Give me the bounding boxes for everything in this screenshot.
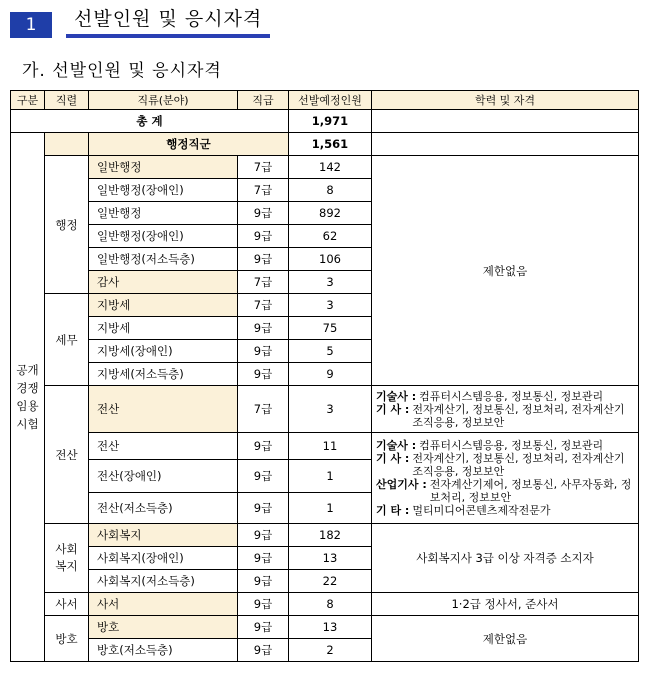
field-cell: 방호(저소득층) bbox=[89, 639, 238, 662]
qualification-cell bbox=[372, 386, 639, 433]
qual-text: 전자계산기제어, 정보통신, 사무자동화, 정보처리, 정보보안 bbox=[429, 478, 632, 504]
field-cell: 지방세 bbox=[89, 317, 238, 340]
table-row bbox=[11, 156, 639, 179]
qualification-cell: 제한없음 bbox=[372, 156, 639, 386]
grade-cell: 9급 bbox=[238, 202, 289, 225]
field-cell: 전산 bbox=[89, 433, 238, 460]
grade-cell: 9급 bbox=[238, 433, 289, 460]
field-cell: 일반행정 bbox=[89, 202, 238, 225]
count-cell: 106 bbox=[289, 248, 372, 271]
qual-label: 기 타 : bbox=[376, 504, 410, 517]
header-cell: 직급 bbox=[238, 91, 289, 110]
count-cell: 62 bbox=[289, 225, 372, 248]
section-header bbox=[10, 8, 270, 38]
count-cell: 13 bbox=[289, 616, 372, 639]
count-cell: 75 bbox=[289, 317, 372, 340]
field-cell: 전산(장애인) bbox=[89, 460, 238, 493]
grade-cell: 9급 bbox=[238, 460, 289, 493]
qualification-cell: 사회복지사 3급 이상 자격증 소지자 bbox=[372, 524, 639, 593]
section-title: 선발인원 및 응시자격 bbox=[66, 6, 270, 38]
qual-text: 전자계산기, 정보통신, 정보처리, 전자계산기조직응용, 정보보안 bbox=[412, 402, 625, 429]
count-cell: 8 bbox=[289, 593, 372, 616]
header-row bbox=[11, 91, 639, 110]
count-cell: 142 bbox=[289, 156, 372, 179]
series-cell: 행정 bbox=[45, 156, 89, 294]
field-cell: 방호 bbox=[89, 616, 238, 639]
sub-title: 가. 선발인원 및 응시자격 bbox=[22, 61, 222, 81]
field-cell: 일반행정(저소득층) bbox=[89, 248, 238, 271]
table-row bbox=[11, 616, 639, 639]
grade-cell: 9급 bbox=[238, 317, 289, 340]
table-row bbox=[11, 386, 639, 433]
field-cell: 일반행정(장애인) bbox=[89, 225, 238, 248]
grade-cell: 7급 bbox=[238, 156, 289, 179]
count-cell: 3 bbox=[289, 271, 372, 294]
grade-cell: 9급 bbox=[238, 248, 289, 271]
recruitment-table bbox=[10, 90, 639, 662]
qual-label: 기 사 : bbox=[376, 452, 410, 465]
total-row bbox=[11, 110, 639, 133]
grade-cell: 9급 bbox=[238, 593, 289, 616]
admin-value: 1,561 bbox=[289, 133, 372, 156]
field-cell: 사회복지 bbox=[89, 524, 238, 547]
total-qual bbox=[372, 110, 639, 133]
field-cell: 일반행정(장애인) bbox=[89, 179, 238, 202]
count-cell: 5 bbox=[289, 340, 372, 363]
grade-cell: 9급 bbox=[238, 340, 289, 363]
header-cell: 학력 및 자격 bbox=[372, 91, 639, 110]
count-cell: 3 bbox=[289, 386, 372, 433]
qualification-cell: 1·2급 정사서, 준사서 bbox=[372, 593, 639, 616]
field-cell: 지방세 bbox=[89, 294, 238, 317]
qualification-cell: 제한없음 bbox=[372, 616, 639, 662]
admin-row bbox=[11, 133, 639, 156]
field-cell: 사서 bbox=[89, 593, 238, 616]
qual-label: 기 사 : bbox=[376, 402, 410, 416]
count-cell: 22 bbox=[289, 570, 372, 593]
qual-text: 전자계산기, 정보통신, 정보처리, 전자계산기조직응용, 정보보안 bbox=[412, 452, 625, 478]
admin-label: 행정직군 bbox=[89, 133, 289, 156]
header-cell: 구분 bbox=[11, 91, 45, 110]
grade-cell: 7급 bbox=[238, 386, 289, 433]
count-cell: 8 bbox=[289, 179, 372, 202]
field-cell: 사회복지(저소득층) bbox=[89, 570, 238, 593]
qual-text: 컴퓨터시스템응용, 정보통신, 정보관리 bbox=[419, 389, 604, 403]
field-cell: 전산(저소득층) bbox=[89, 493, 238, 524]
grade-cell: 7급 bbox=[238, 271, 289, 294]
header-cell: 직류(분야) bbox=[89, 91, 238, 110]
grade-cell: 9급 bbox=[238, 570, 289, 593]
series-cell: 사서 bbox=[45, 593, 89, 616]
total-label: 총 계 bbox=[11, 110, 289, 133]
qualification-cell bbox=[372, 433, 639, 524]
count-cell: 2 bbox=[289, 639, 372, 662]
grade-cell: 9급 bbox=[238, 616, 289, 639]
qual-label: 기술사 : bbox=[376, 439, 417, 452]
header-cell: 직렬 bbox=[45, 91, 89, 110]
count-cell: 3 bbox=[289, 294, 372, 317]
qual-text: 컴퓨터시스템응용, 정보통신, 정보관리 bbox=[419, 439, 604, 452]
grade-cell: 7급 bbox=[238, 179, 289, 202]
table-row bbox=[11, 593, 639, 616]
count-cell: 1 bbox=[289, 460, 372, 493]
series-cell: 사회 복지 bbox=[45, 524, 89, 593]
qual-label: 산업기사 : bbox=[376, 478, 427, 491]
field-cell: 일반행정 bbox=[89, 156, 238, 179]
table-row bbox=[11, 524, 639, 547]
series-cell: 세무 bbox=[45, 294, 89, 386]
grade-cell: 9급 bbox=[238, 493, 289, 524]
count-cell: 892 bbox=[289, 202, 372, 225]
qual-text: 멀티미디어콘텐츠제작전문가 bbox=[412, 504, 551, 517]
field-cell: 지방세(장애인) bbox=[89, 340, 238, 363]
grade-cell: 9급 bbox=[238, 524, 289, 547]
count-cell: 9 bbox=[289, 363, 372, 386]
count-cell: 13 bbox=[289, 547, 372, 570]
field-cell: 전산 bbox=[89, 386, 238, 433]
qual-label: 기술사 : bbox=[376, 389, 417, 403]
header-cell: 선발예정인원 bbox=[289, 91, 372, 110]
series-cell: 전산 bbox=[45, 386, 89, 524]
grade-cell: 7급 bbox=[238, 294, 289, 317]
count-cell: 1 bbox=[289, 493, 372, 524]
field-cell: 사회복지(장애인) bbox=[89, 547, 238, 570]
grade-cell: 9급 bbox=[238, 547, 289, 570]
total-value: 1,971 bbox=[289, 110, 372, 133]
table-row bbox=[11, 433, 639, 460]
grade-cell: 9급 bbox=[238, 363, 289, 386]
series-cell: 방호 bbox=[45, 616, 89, 662]
grade-cell: 9급 bbox=[238, 639, 289, 662]
field-cell: 감사 bbox=[89, 271, 238, 294]
section-number: 1 bbox=[10, 12, 52, 38]
field-cell: 지방세(저소득층) bbox=[89, 363, 238, 386]
category-cell: 공개 경쟁 임용 시험 bbox=[11, 133, 45, 662]
count-cell: 182 bbox=[289, 524, 372, 547]
grade-cell: 9급 bbox=[238, 225, 289, 248]
count-cell: 11 bbox=[289, 433, 372, 460]
